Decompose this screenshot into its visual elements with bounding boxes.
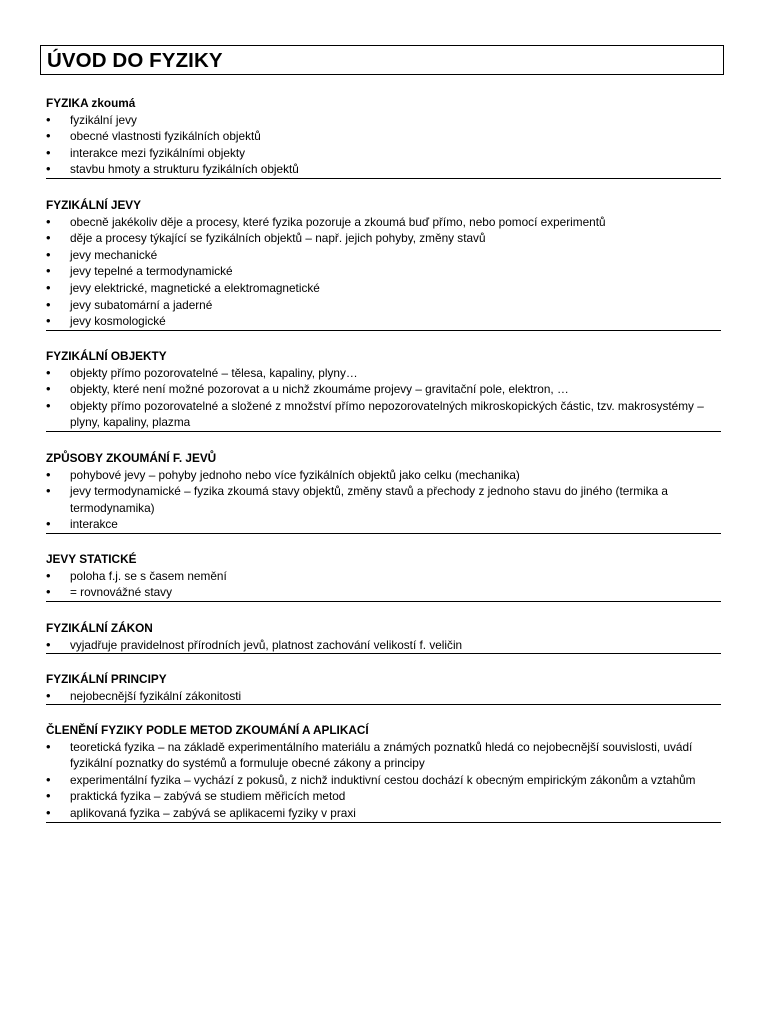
bullet-list <box>46 467 721 533</box>
bullet-list <box>46 365 721 431</box>
section-fyzikalni-objekty <box>46 348 721 432</box>
list-item: • obecné vlastnosti fyzikálních objektů <box>46 128 721 145</box>
title-box <box>40 45 724 75</box>
list-item: • jevy kosmologické <box>46 313 721 330</box>
list-item: • stavbu hmoty a strukturu fyzikálních objektů <box>46 161 721 178</box>
list-item: • poloha f.j. se s časem nemění <box>46 568 721 585</box>
list-item: • teoretická fyzika – na základě experimentálního materiálu a známých poznatků hledá co nejobecnější souvislosti, uvádí fyzikální poznatky do systémů a formuluje obecné zákony a principy <box>46 739 721 772</box>
bullet-list <box>46 214 721 330</box>
section-jevy-staticke <box>46 551 721 602</box>
list-item: • děje a procesy týkající se fyzikálních objektů – např. jejich pohyby, změny stavů <box>46 230 721 247</box>
section-heading: JEVY STATICKÉ <box>46 552 137 566</box>
section-heading: FYZIKA zkoumá <box>46 96 136 110</box>
section-heading: FYZIKÁLNÍ PRINCIPY <box>46 672 167 686</box>
list-item: • jevy elektrické, magnetické a elektromagnetické <box>46 280 721 297</box>
list-item: • jevy tepelné a termodynamické <box>46 263 721 280</box>
section-heading: FYZIKÁLNÍ OBJEKTY <box>46 349 167 363</box>
list-item: • vyjadřuje pravidelnost přírodních jevů, platnost zachování velikostí f. veličin <box>46 637 721 654</box>
list-item: • jevy mechanické <box>46 247 721 264</box>
section-heading: FYZIKÁLNÍ JEVY <box>46 198 142 212</box>
list-item: • obecně jakékoliv děje a procesy, které fyzika pozoruje a zkoumá buď přímo, nebo pomocí experimentů <box>46 214 721 231</box>
page-title: ÚVOD DO FYZIKY <box>47 49 223 72</box>
list-item: • objekty přímo pozorovatelné – tělesa, kapaliny, plyny… <box>46 365 721 382</box>
bullet-list <box>46 739 721 822</box>
section-heading: ZPŮSOBY ZKOUMÁNÍ F. JEVŮ <box>46 451 217 465</box>
bullet-list <box>46 112 721 178</box>
list-item: • interakce <box>46 516 721 533</box>
list-item: • interakce mezi fyzikálními objekty <box>46 145 721 162</box>
list-item: • objekty, které není možné pozorovat a u nichž zkoumáme projevy – gravitační pole, elektron, … <box>46 381 721 398</box>
bullet-list <box>46 568 721 601</box>
list-item: • nejobecnější fyzikální zákonitosti <box>46 688 721 705</box>
section-fyzikalni-principy <box>46 671 721 705</box>
list-item: • jevy subatomární a jaderné <box>46 297 721 314</box>
section-cleneni-fyziky <box>46 722 721 823</box>
section-fyzikalni-jevy <box>46 197 721 331</box>
list-item: • jevy termodynamické – fyzika zkoumá stavy objektů, změny stavů a přechody z jednoho stavu do jiného (termika a termodynamika) <box>46 483 721 516</box>
list-item: • fyzikální jevy <box>46 112 721 129</box>
section-fyzika-zkouma <box>46 95 721 179</box>
list-item: • objekty přímo pozorovatelné a složené z množství přímo nepozorovatelných mikroskopických částic, tzv. makrosystémy – plyny, kapaliny, plazma <box>46 398 721 431</box>
list-item: • = rovnovážné stavy <box>46 584 721 601</box>
bullet-list <box>46 637 721 654</box>
bullet-list <box>46 688 721 705</box>
section-heading: FYZIKÁLNÍ ZÁKON <box>46 621 153 635</box>
section-heading: ČLENĚNÍ FYZIKY PODLE METOD ZKOUMÁNÍ A APLIKACÍ <box>46 723 369 737</box>
section-zpusoby-zkoumani <box>46 450 721 534</box>
list-item: • pohybové jevy – pohyby jednoho nebo více fyzikálních objektů jako celku (mechanika) <box>46 467 721 484</box>
section-fyzikalni-zakon <box>46 620 721 654</box>
list-item: • experimentální fyzika – vychází z pokusů, z nichž induktivní cestou dochází k obecným empirickým zákonům a vztahům <box>46 772 721 789</box>
list-item: • praktická fyzika – zabývá se studiem měřicích metod <box>46 788 721 805</box>
list-item: • aplikovaná fyzika – zabývá se aplikacemi fyziky v praxi <box>46 805 721 822</box>
